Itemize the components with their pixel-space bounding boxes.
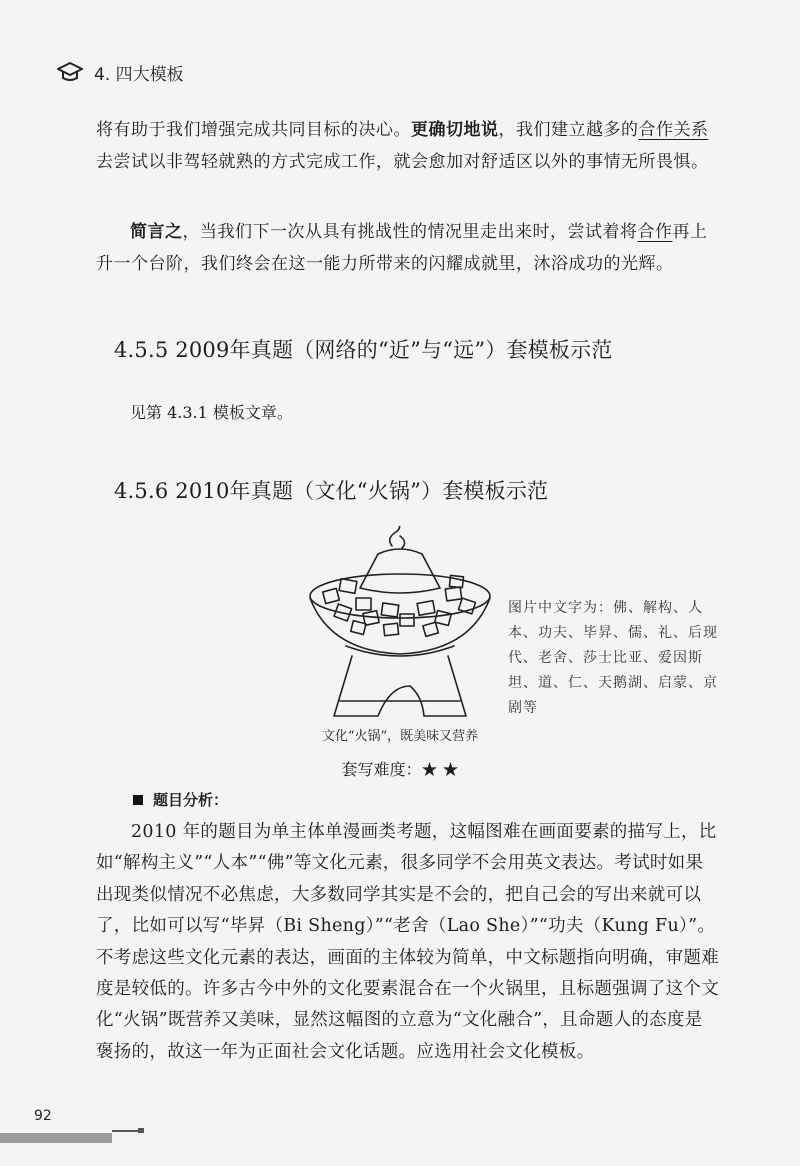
heading-4-5-6: 4.5.6 2010年真题（文化“火锅”）套模板示范	[114, 479, 549, 503]
footer-bar	[0, 1133, 112, 1143]
underlined-phrase: 合作关系	[638, 120, 709, 140]
paragraph-2: 简言之，当我们下一次从具有挑战性的情况里走出来时，尝试着将合作再上升一个台阶，我们终会在这一能力所带来的闪耀成就里，沐浴成功的光辉。	[96, 222, 708, 274]
page-header	[56, 58, 184, 86]
bold-phrase: 简言之	[130, 222, 183, 242]
underlined-phrase: 合作	[637, 222, 673, 242]
analysis-paragraph: 2010 年的题目为单主体单漫画类考题，这幅图难在画面要素的描写上，比如“解构主义”“人本”“佛”等文化元素，很多同学不会用英文表达。考试时如果出现类似情况不必焦虑，大多数同学其实是不会的，把自己会的写出来就可以了，比如可以写“毕昇（Bi Sheng）”“老舍（Lao She）”“功夫（Kung Fu）”。不考虑这些文化元素的表达，画面的主体较为简单，中文标题指向明确，审题难度是较低的。许多古今中外的文化要素混合在一个火锅里，且标题强调了这个文化“火锅”既营养又美味，显然这幅图的立意为“文化融合”，且命题人的态度是褒扬的，故这一年为正面社会文化话题。应选用社会文化模板。	[96, 822, 719, 1062]
page-number: 92	[34, 1108, 52, 1124]
graduation-cap-icon	[56, 61, 84, 83]
reference-text: 见第 4.3.1 模板文章。	[130, 403, 293, 422]
hotpot-illustration	[300, 526, 500, 726]
heading-4-5-5: 4.5.5 2009年真题（网络的“近”与“远”）套模板示范	[114, 338, 613, 362]
analysis-heading: 题目分析：	[133, 789, 228, 810]
difficulty-rating: 套写难度：★ ★	[341, 760, 459, 779]
figure-caption: 文化“火锅”，既美味又营养	[321, 729, 479, 744]
footer-rule	[112, 1130, 138, 1132]
square-bullet-icon	[133, 795, 143, 805]
paragraph-1: 将有助于我们增强完成共同目标的决心。更确切地说，我们建立越多的合作关系去尝试以非驾轻就熟的方式完成工作，就会愈加对舒适区以外的事情无所畏惧。	[96, 120, 709, 172]
bold-phrase: 更确切地说	[411, 120, 499, 140]
figure-side-text: 图片中文字为：佛、解构、人本、功夫、毕昇、儒、礼、后现代、老舍、莎士比亚、爱因斯坦、道、仁、天鹅湖、启蒙、京剧等	[508, 600, 718, 716]
chapter-title: 4. 四大模板	[94, 64, 184, 85]
footer-dot	[138, 1128, 144, 1133]
